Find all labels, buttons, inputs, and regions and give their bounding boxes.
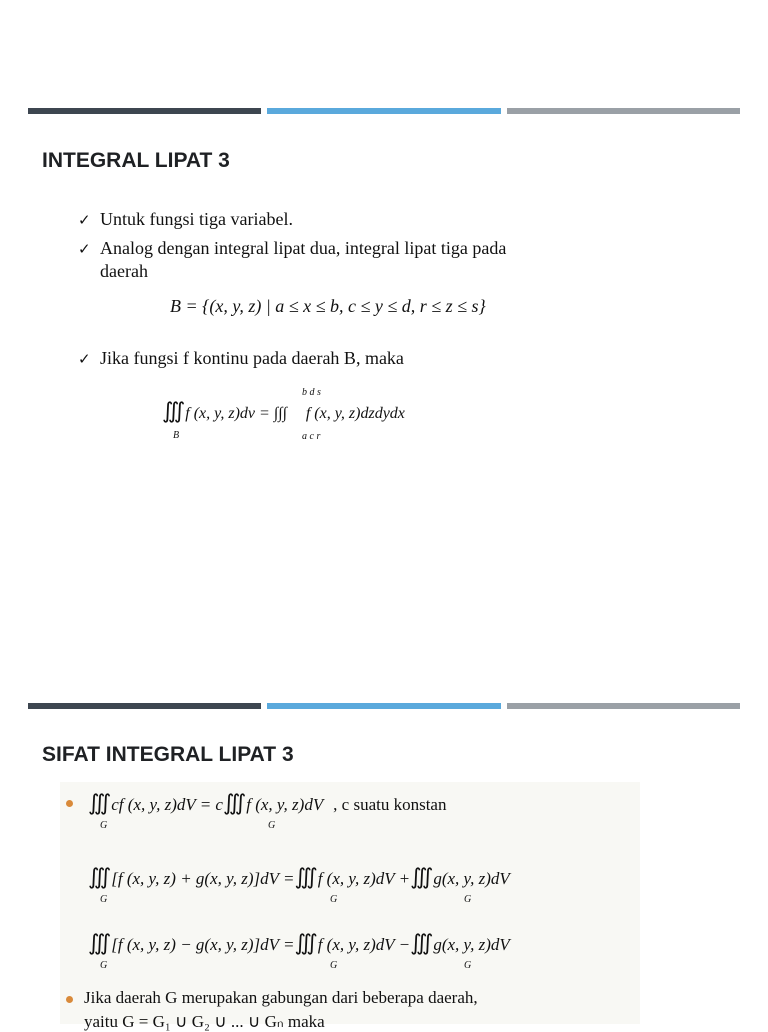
- formula-lhs: f (x, y, z)dv =: [185, 405, 270, 422]
- bullet-icon: [66, 996, 73, 1003]
- triple-integral-symbol: ∭: [410, 930, 428, 955]
- formula-part: f (x, y, z)dV: [246, 795, 323, 814]
- lower-limits: a c r: [302, 431, 321, 442]
- triple-integral-symbol: ∭: [162, 398, 180, 423]
- property-2: [88, 864, 510, 890]
- formula-part: g(x, y, z)dV: [433, 935, 510, 954]
- list-item-text: Analog dengan integral lipat dua, integral lipat tiga pada: [100, 238, 507, 258]
- formula-part: f (x, y, z)dV −: [317, 935, 411, 954]
- formula-part: g(x, y, z)dV: [433, 869, 510, 888]
- check-icon: ✓: [78, 211, 91, 229]
- slide-title: SIFAT INTEGRAL LIPAT 3: [42, 743, 294, 766]
- formula-part: [f (x, y, z) − g(x, y, z)]dV =: [111, 935, 295, 954]
- property-4-line-1: Jika daerah G merupakan gabungan dari beberapa daerah,: [84, 988, 478, 1007]
- triple-integral-symbol: ∭: [294, 864, 312, 889]
- upper-limits: b d s: [302, 387, 321, 398]
- region-label: G: [100, 960, 108, 971]
- region-label: G: [464, 894, 472, 905]
- accent-bar-blue: [267, 703, 501, 709]
- triple-integral-symbol: ∭: [88, 790, 106, 815]
- region-label: B: [173, 430, 180, 441]
- accent-bar-gray: [507, 703, 740, 709]
- properties-image-panel: [60, 782, 640, 1031]
- list-item-text: Jika fungsi f kontinu pada daerah B, maka: [100, 348, 404, 368]
- list-item: [78, 346, 404, 371]
- top-accent-bars: [28, 703, 740, 709]
- triple-integral-symbol: ∭: [410, 864, 428, 889]
- formula-part: f (x, y, z)dV +: [317, 869, 411, 888]
- bullet-icon: [66, 800, 73, 807]
- accent-bar-dark: [28, 703, 261, 709]
- list-item: [78, 207, 293, 232]
- triple-integral-symbol: ∭: [222, 790, 241, 815]
- iterated-integral-symbol: ∫∫∫: [273, 405, 287, 422]
- property-3: [88, 930, 510, 956]
- region-label: G: [464, 960, 472, 971]
- accent-bar-gray: [507, 108, 740, 114]
- triple-integral-symbol: ∭: [88, 930, 106, 955]
- triple-integral-symbol: ∭: [88, 864, 106, 889]
- check-icon: ✓: [78, 350, 91, 368]
- accent-bar-dark: [28, 108, 261, 114]
- check-icon: ✓: [78, 240, 91, 258]
- property-4-line-2: yaitu G = G₁ ∪ G₂ ∪ ... ∪ Gₙ maka: [84, 1012, 325, 1031]
- accent-bar-blue: [267, 108, 501, 114]
- property-1: [88, 790, 446, 816]
- list-item-continuation: daerah: [100, 261, 148, 281]
- top-accent-bars: [28, 108, 740, 114]
- region-label: G: [100, 894, 108, 905]
- triple-integral-symbol: ∭: [294, 930, 312, 955]
- formula-rhs: f (x, y, z)dzdydx: [305, 405, 405, 422]
- region-label: G: [268, 820, 276, 831]
- region-label: G: [100, 820, 108, 831]
- triple-integral-formula: [162, 398, 405, 424]
- formula-part: [f (x, y, z) + g(x, y, z)]dV =: [111, 869, 295, 888]
- list-item-text: Untuk fungsi tiga variabel.: [100, 209, 293, 229]
- formula-part: cf (x, y, z)dV = c: [111, 795, 223, 814]
- region-label: G: [330, 960, 338, 971]
- set-definition-formula: B = {(x, y, z) | a ≤ x ≤ b, c ≤ y ≤ d, r ≤ z ≤ s}: [170, 296, 486, 316]
- slide-title: INTEGRAL LIPAT 3: [42, 149, 230, 172]
- list-item: [78, 236, 506, 261]
- region-label: G: [330, 894, 338, 905]
- constant-note: , c suatu konstan: [333, 795, 447, 814]
